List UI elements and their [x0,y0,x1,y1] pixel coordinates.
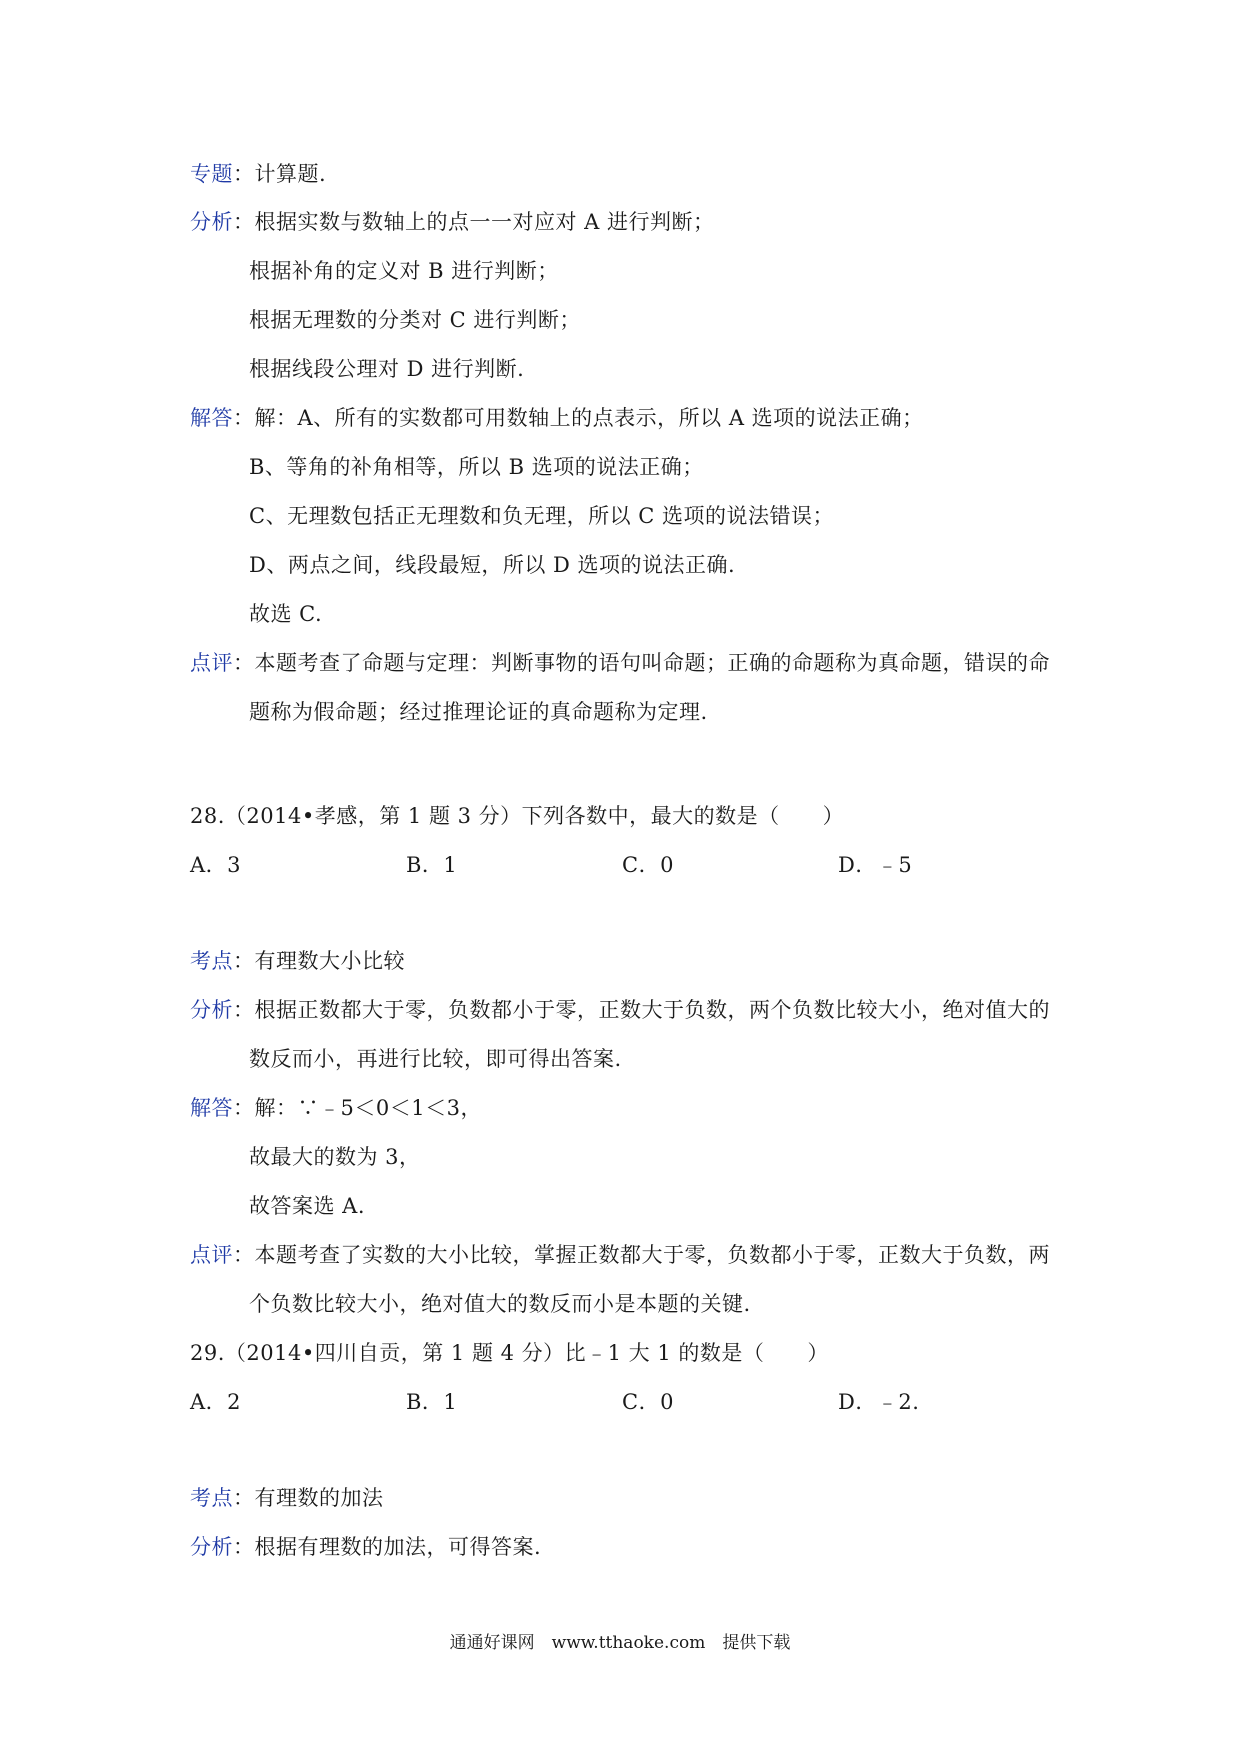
q29-fenxi-line: 分析：根据有理数的加法，可得答案. [190,1535,542,1559]
q28-dianping-line-2: 个负数比较大小，绝对值大的数反而小是本题的关键. [249,1292,751,1316]
q28-option-b: B．1 [406,853,458,877]
q28-fenxi-line-1: 分析：根据正数都大于零，负数都小于零，正数大于负数，两个负数比较大小，绝对值大的 [190,998,1050,1022]
jieda-line-4: D、两点之间，线段最短，所以 D 选项的说法正确. [249,553,736,577]
q29-kaodian-label: 考点 [190,1486,233,1510]
jieda-label: 解答 [190,406,233,430]
q28-option-a: A．3 [190,853,242,877]
q28-jieda-line-2: 故最大的数为 3， [249,1145,421,1169]
q29-option-b: B．1 [406,1390,458,1414]
q29-stem: 29.（2014•四川自贡，第 1 题 4 分）比﹣1 大 1 的数是（ ） [190,1341,829,1365]
q28-stem: 28.（2014•孝感，第 1 题 3 分）下列各数中，最大的数是（ ） [190,804,845,828]
dianping-line-1: 点评：本题考查了命题与定理：判断事物的语句叫命题；正确的命题称为真命题，错误的命 [190,651,1050,675]
q29-kaodian-line: 考点：有理数的加法 [190,1486,384,1510]
q28-dianping-line-1: 点评：本题考查了实数的大小比较，掌握正数都大于零，负数都小于零，正数大于负数，两 [190,1243,1050,1267]
q29-fenxi-label: 分析 [190,1535,233,1559]
q28-kaodian-label: 考点 [190,949,233,973]
page-footer: 通通好课网 www.tthaoke.com 提供下载 [449,1633,791,1653]
q29-option-a: A．2 [190,1390,242,1414]
q29-option-c: C．0 [622,1390,674,1414]
q28-dianping-label: 点评 [190,1243,233,1267]
jieda-line-1: 解答：解：A、所有的实数都可用数轴上的点表示，所以 A 选项的说法正确； [190,406,924,430]
zhuanti-label: 专题 [190,162,233,186]
q28-fenxi-label: 分析 [190,998,233,1022]
jieda-line-2: B、等角的补角相等，所以 B 选项的说法正确； [249,455,704,479]
fenxi-line-3: 根据无理数的分类对 C 进行判断； [249,308,581,332]
fenxi-line-1: 分析：根据实数与数轴上的点一一对应对 A 进行判断； [190,210,715,234]
q29-option-d: D．﹣2. [838,1390,920,1414]
q28-jieda-line-1: 解答：解：∵﹣5＜0＜1＜3， [190,1096,482,1120]
zhuanti-line: 专题：计算题. [190,162,327,186]
jieda-line-5: 故选 C. [249,602,323,626]
dianping-label: 点评 [190,651,233,675]
q28-jieda-label: 解答 [190,1096,233,1120]
fenxi-label: 分析 [190,210,233,234]
fenxi-line-2: 根据补角的定义对 B 进行判断； [249,259,559,283]
dianping-line-2: 题称为假命题；经过推理论证的真命题称为定理. [249,700,708,724]
q28-option-c: C．0 [622,853,674,877]
fenxi-line-4: 根据线段公理对 D 进行判断. [249,357,525,381]
q28-kaodian-line: 考点：有理数大小比较 [190,949,405,973]
q28-fenxi-line-2: 数反而小，再进行比较，即可得出答案. [249,1047,622,1071]
jieda-line-3: C、无理数包括正无理数和负无理，所以 C 选项的说法错误； [249,504,834,528]
q28-jieda-line-3: 故答案选 A. [249,1194,366,1218]
q28-option-d: D．﹣5 [838,853,913,877]
